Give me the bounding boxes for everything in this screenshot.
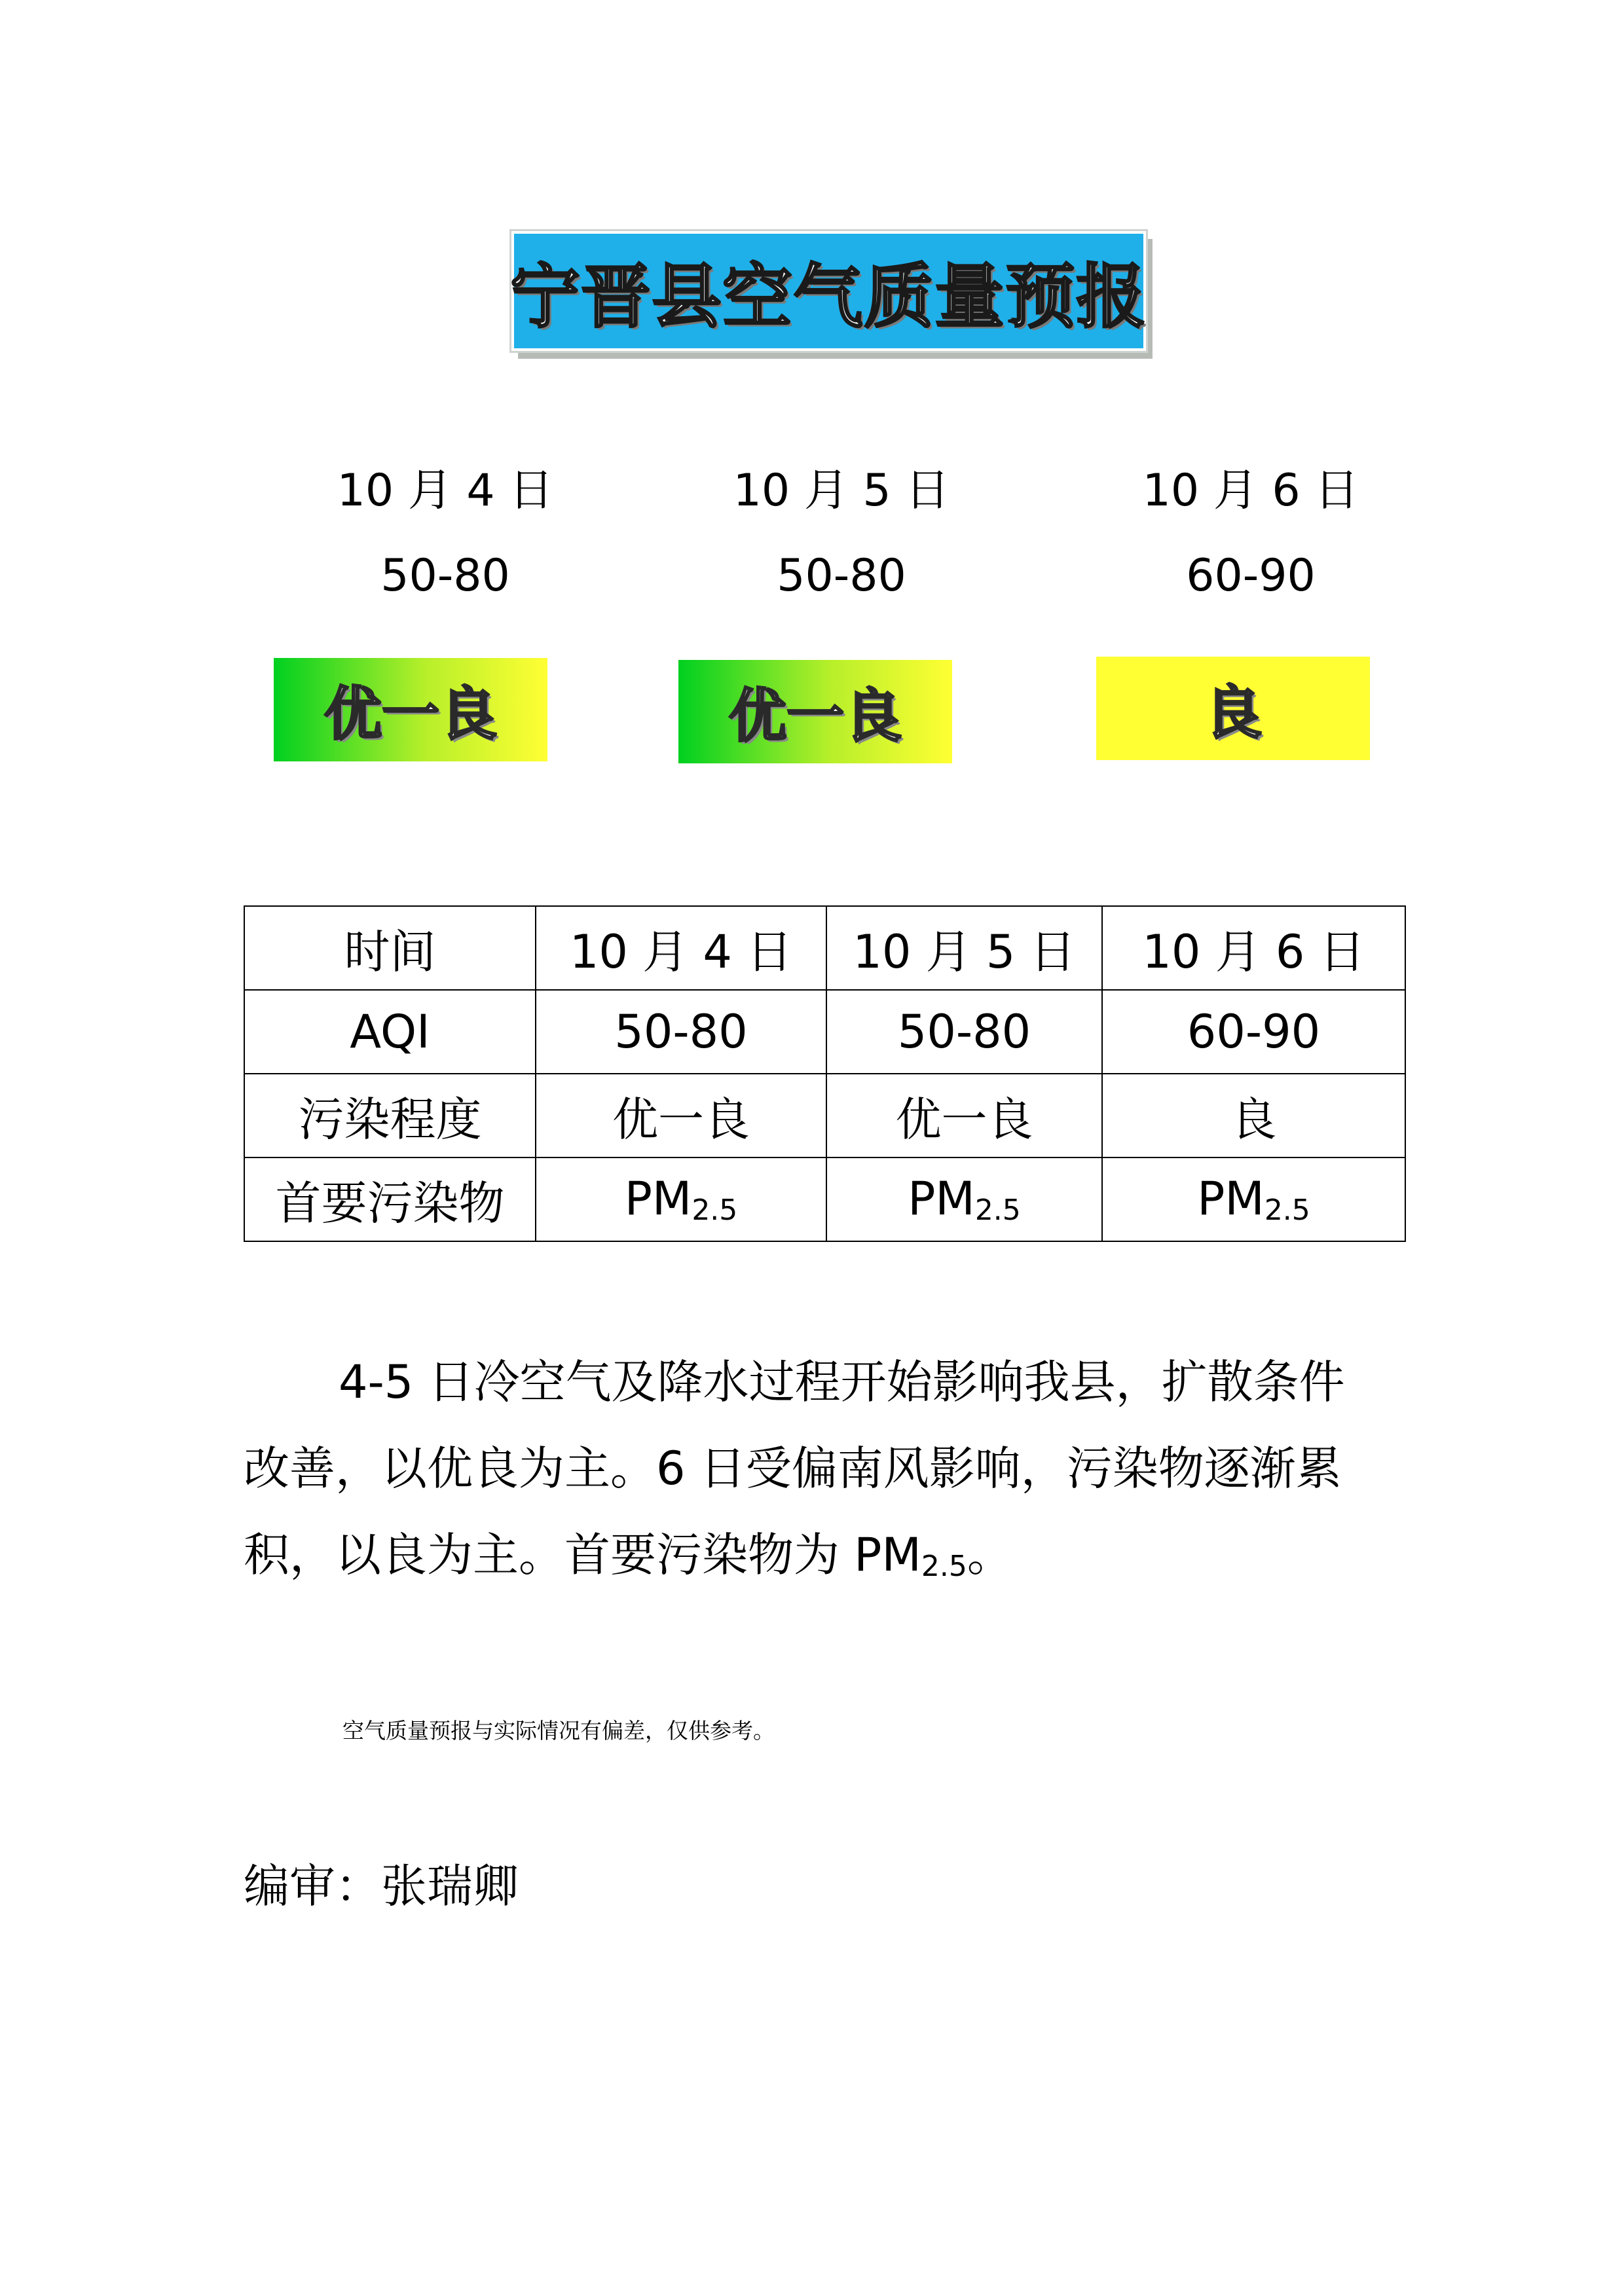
table-cell: 10 月 5 日 — [826, 906, 1102, 990]
table-cell — [826, 1157, 1102, 1241]
day-date: 10 月 6 日 — [1142, 465, 1359, 517]
day-aqi: 50-80 — [777, 550, 906, 602]
description-subscript: 2.5 — [921, 1550, 967, 1583]
table-cell: 10 月 6 日 — [1102, 906, 1405, 990]
table-cell: 优一良 — [826, 1074, 1102, 1157]
table-cell: 优一良 — [536, 1074, 826, 1157]
table-cell: 60-90 — [1102, 990, 1405, 1074]
pollutant-subscript: 2.5 — [1264, 1194, 1310, 1227]
level-label: 优一良 — [728, 682, 902, 750]
page-title: 宁晋县空气质量预报 — [510, 256, 1147, 337]
level-badge-day3 — [1096, 657, 1370, 760]
table-row — [244, 906, 1405, 990]
editor-credit: 编审：张瑞卿 — [244, 1859, 519, 1913]
row-header: 首要污染物 — [244, 1157, 536, 1241]
day-aqi: 60-90 — [1186, 550, 1316, 602]
table-cell: 10 月 4 日 — [536, 906, 826, 990]
disclaimer-note: 空气质量预报与实际情况有偏差，仅供参考。 — [342, 1718, 775, 1743]
pollutant-subscript: 2.5 — [692, 1194, 738, 1227]
day-date: 10 月 4 日 — [337, 465, 554, 517]
pollutant-name: PM — [624, 1172, 692, 1226]
level-badge-day1 — [274, 658, 547, 761]
row-header: AQI — [244, 990, 536, 1074]
day-aqi: 50-80 — [380, 550, 510, 602]
table-cell: 50-80 — [536, 990, 826, 1074]
day-forecast-2 — [704, 462, 979, 606]
row-header: 污染程度 — [244, 1074, 536, 1157]
table-row — [244, 1074, 1405, 1157]
table-cell — [536, 1157, 826, 1241]
day-forecast-3 — [1113, 462, 1388, 606]
table-cell: 50-80 — [826, 990, 1102, 1074]
pollutant-subscript: 2.5 — [974, 1194, 1021, 1227]
level-label: 良 — [1204, 679, 1262, 746]
table-row — [244, 1157, 1405, 1241]
title-banner — [511, 231, 1146, 351]
day-date: 10 月 5 日 — [733, 465, 950, 517]
pollutant-name: PM — [908, 1172, 975, 1226]
table-row — [244, 990, 1405, 1074]
table-cell: 良 — [1102, 1074, 1405, 1157]
description-text: 4-5 日冷空气及降水过程开始影响我县，扩散条件改善，以优良为主。6 日受偏南风影响，污染物逐渐累积，以良为主。首要污染物为 PM — [244, 1355, 1345, 1582]
day-forecast-1 — [308, 462, 583, 606]
forecast-description — [244, 1339, 1383, 1610]
forecast-table — [244, 905, 1406, 1242]
description-end: 。 — [967, 1528, 1013, 1582]
row-header: 时间 — [244, 906, 536, 990]
level-badge-day2 — [678, 660, 952, 763]
pollutant-name: PM — [1197, 1172, 1264, 1226]
level-label: 优一良 — [323, 680, 497, 748]
table-cell — [1102, 1157, 1405, 1241]
